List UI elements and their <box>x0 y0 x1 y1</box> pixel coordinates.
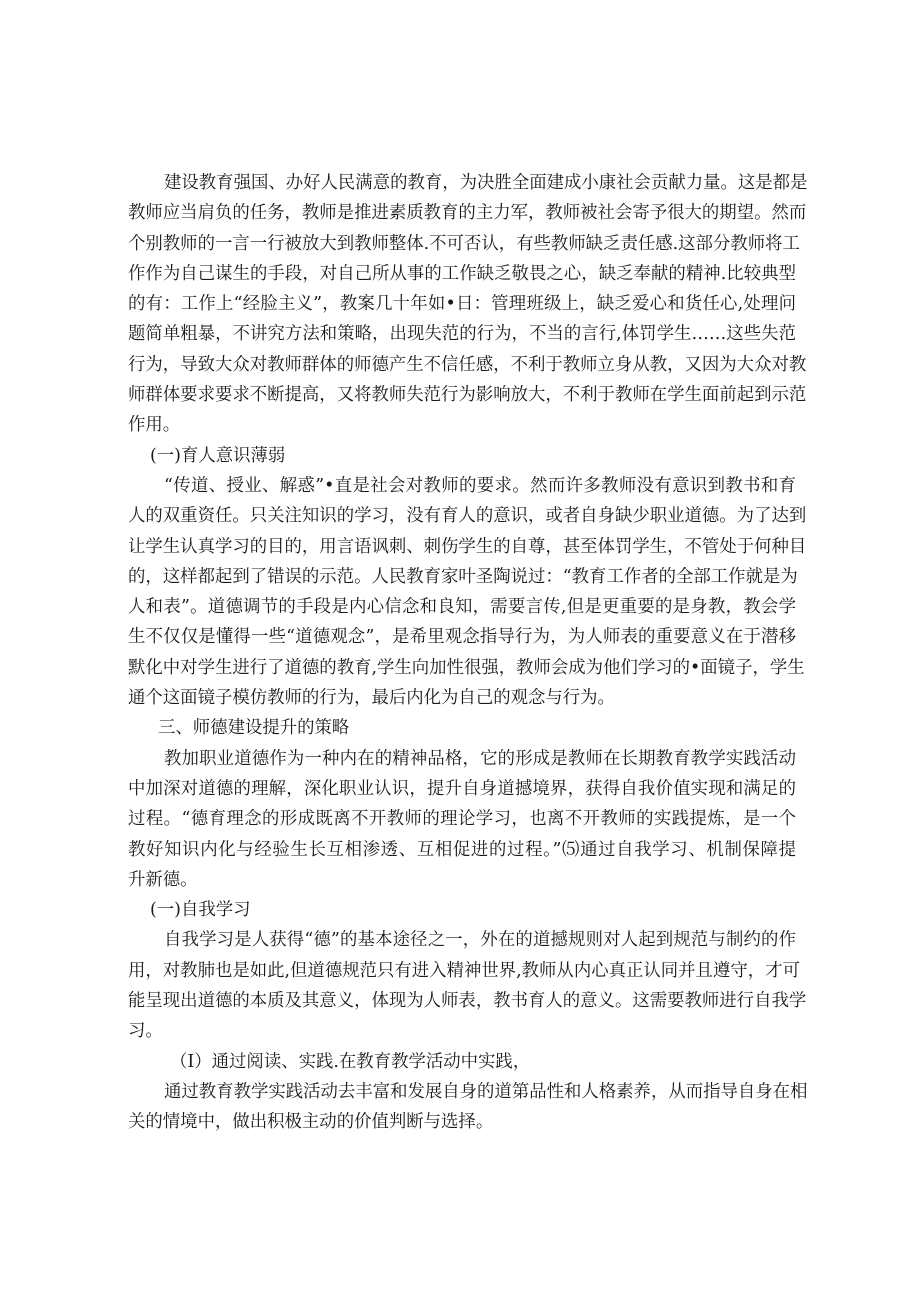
paragraph-line: 生不仅仅是懂得一些“道德观念”，是希里观念指导行为，为人师表的重要意义在于潜移 <box>128 627 796 648</box>
paragraph-line: 题简单粗暴，不讲究方法和策略，出现失范的行为，不当的言行,体罚学生……这些失范 <box>128 324 796 345</box>
section-heading: （I）通过阅读、实践.在教育教学活动中实践， <box>170 1051 531 1072</box>
paragraph-line: 中加深对道德的理解，深化职业认识，提升自身道撼境界，获得自我价值实现和满足的 <box>128 778 796 799</box>
paragraph <box>128 925 807 1046</box>
paragraph-line: 升新德。 <box>128 869 198 890</box>
paragraph <box>128 1077 808 1138</box>
paragraph-line: 人的双重资任。只关注知识的学习，没有育人的意识，或者自身缺少职业道德。为了达到 <box>128 506 807 527</box>
paragraph-line: 通过教育教学实践活动去丰富和发展自身的道第品性和人格素养，从而指导自身在相 <box>164 1081 808 1102</box>
section-heading: 三、师德建设提升的策略 <box>158 718 350 739</box>
paragraph-line: 教师应当肩负的任务，教师是推进素质教育的主力军，教师被社会寄予很大的期望。然而 <box>128 203 807 224</box>
paragraph-line: “传道、授业、解惑”•直是社会对教师的要求。然而许多教师没有意识到教书和育 <box>164 475 796 496</box>
paragraph <box>128 471 807 713</box>
section-heading: (一)自我学习 <box>150 900 251 921</box>
paragraph-line: 关的情境中，做出积极主动的价值判断与选择。 <box>128 1112 494 1133</box>
paragraph-line: 习。 <box>128 1021 163 1042</box>
paragraph-line: 个别教师的一言一行被放大到教师整体.不可否认，有些教师缺乏责任感.这部分教师将工 <box>128 233 800 254</box>
paragraph-line: 教加职业道德作为一种内在的精神品格，它的形成是教师在长期教育教学实践活动 <box>164 748 796 769</box>
paragraph-line: 能呈现出道德的本质及其意义，体现为人师表，教书育人的意义。这需要教师进行自我学 <box>128 991 807 1012</box>
paragraph-line: 作作为自己谋生的手段，对自己所从事的工作缺乏敬畏之心，缺乏奉献的精神.比较典型 <box>128 263 796 284</box>
paragraph-line: 默化中对学生进行了道德的教育,学生向加性很强，教师会成为他们学习的•面镜子，学生 <box>128 657 805 678</box>
paragraph-line: 的，这样都起到了错误的示范。人民教育家叶圣陶说过：“教育工作者的全部工作就是为 <box>128 566 798 587</box>
paragraph-line: 让学生认真学习的目的，用言语讽刺、刺伤学生的自尊，甚至体罚学生，不管处于何种目 <box>128 536 807 557</box>
paragraph-line: 作用。 <box>128 415 181 436</box>
paragraph-line: 行为，导致大众对教师群体的师德产生不信任感，不利于教师立身从教，又因为大众对教 <box>128 354 807 375</box>
paragraph <box>128 744 796 895</box>
paragraph-line: 通个这面镜子模仿教师的行为，最后内化为自己的观念与行为。 <box>128 688 615 709</box>
paragraph-line: 建设教育强国、办好人民满意的教育，为决胜全面建成小康社会贡献力量。这是都是 <box>164 173 808 193</box>
paragraph <box>128 168 808 441</box>
paragraph-line: 用，对教肺也是如此,但道德规范只有进入精神世界,教师从内心真正认同并且遵守，才可 <box>128 960 800 981</box>
paragraph-line: 师群体要求要求不断提高，又将教师失范行为影响放大，不利于教师在学生面前起到示范 <box>128 385 807 406</box>
document-body <box>128 168 808 1138</box>
section-heading: (一)育人意识薄弱 <box>150 445 286 466</box>
paragraph-line: 的有：工作上“经脸主义”，教案几十年如•日：管理班级上，缺乏爱心和货任心,处理问 <box>128 294 796 315</box>
paragraph-line: 过程。“德育理念的形成既离不开教师的理论学习，也离不开教师的实践提炼，是一个 <box>128 809 796 830</box>
paragraph-line: 教好知识内化与经验生长互相渗透、互相促进的过程。”⑸通过自我学习、机制保障提 <box>128 839 796 860</box>
paragraph-line: 人和表”。道德调节的手段是内心信念和良知，需要言传,但是更重要的是身教，教会学 <box>128 597 796 618</box>
paragraph-line: 自我学习是人获得“德”的基本途径之一，外在的道撼规则对人起到规范与制约的作 <box>164 930 796 951</box>
